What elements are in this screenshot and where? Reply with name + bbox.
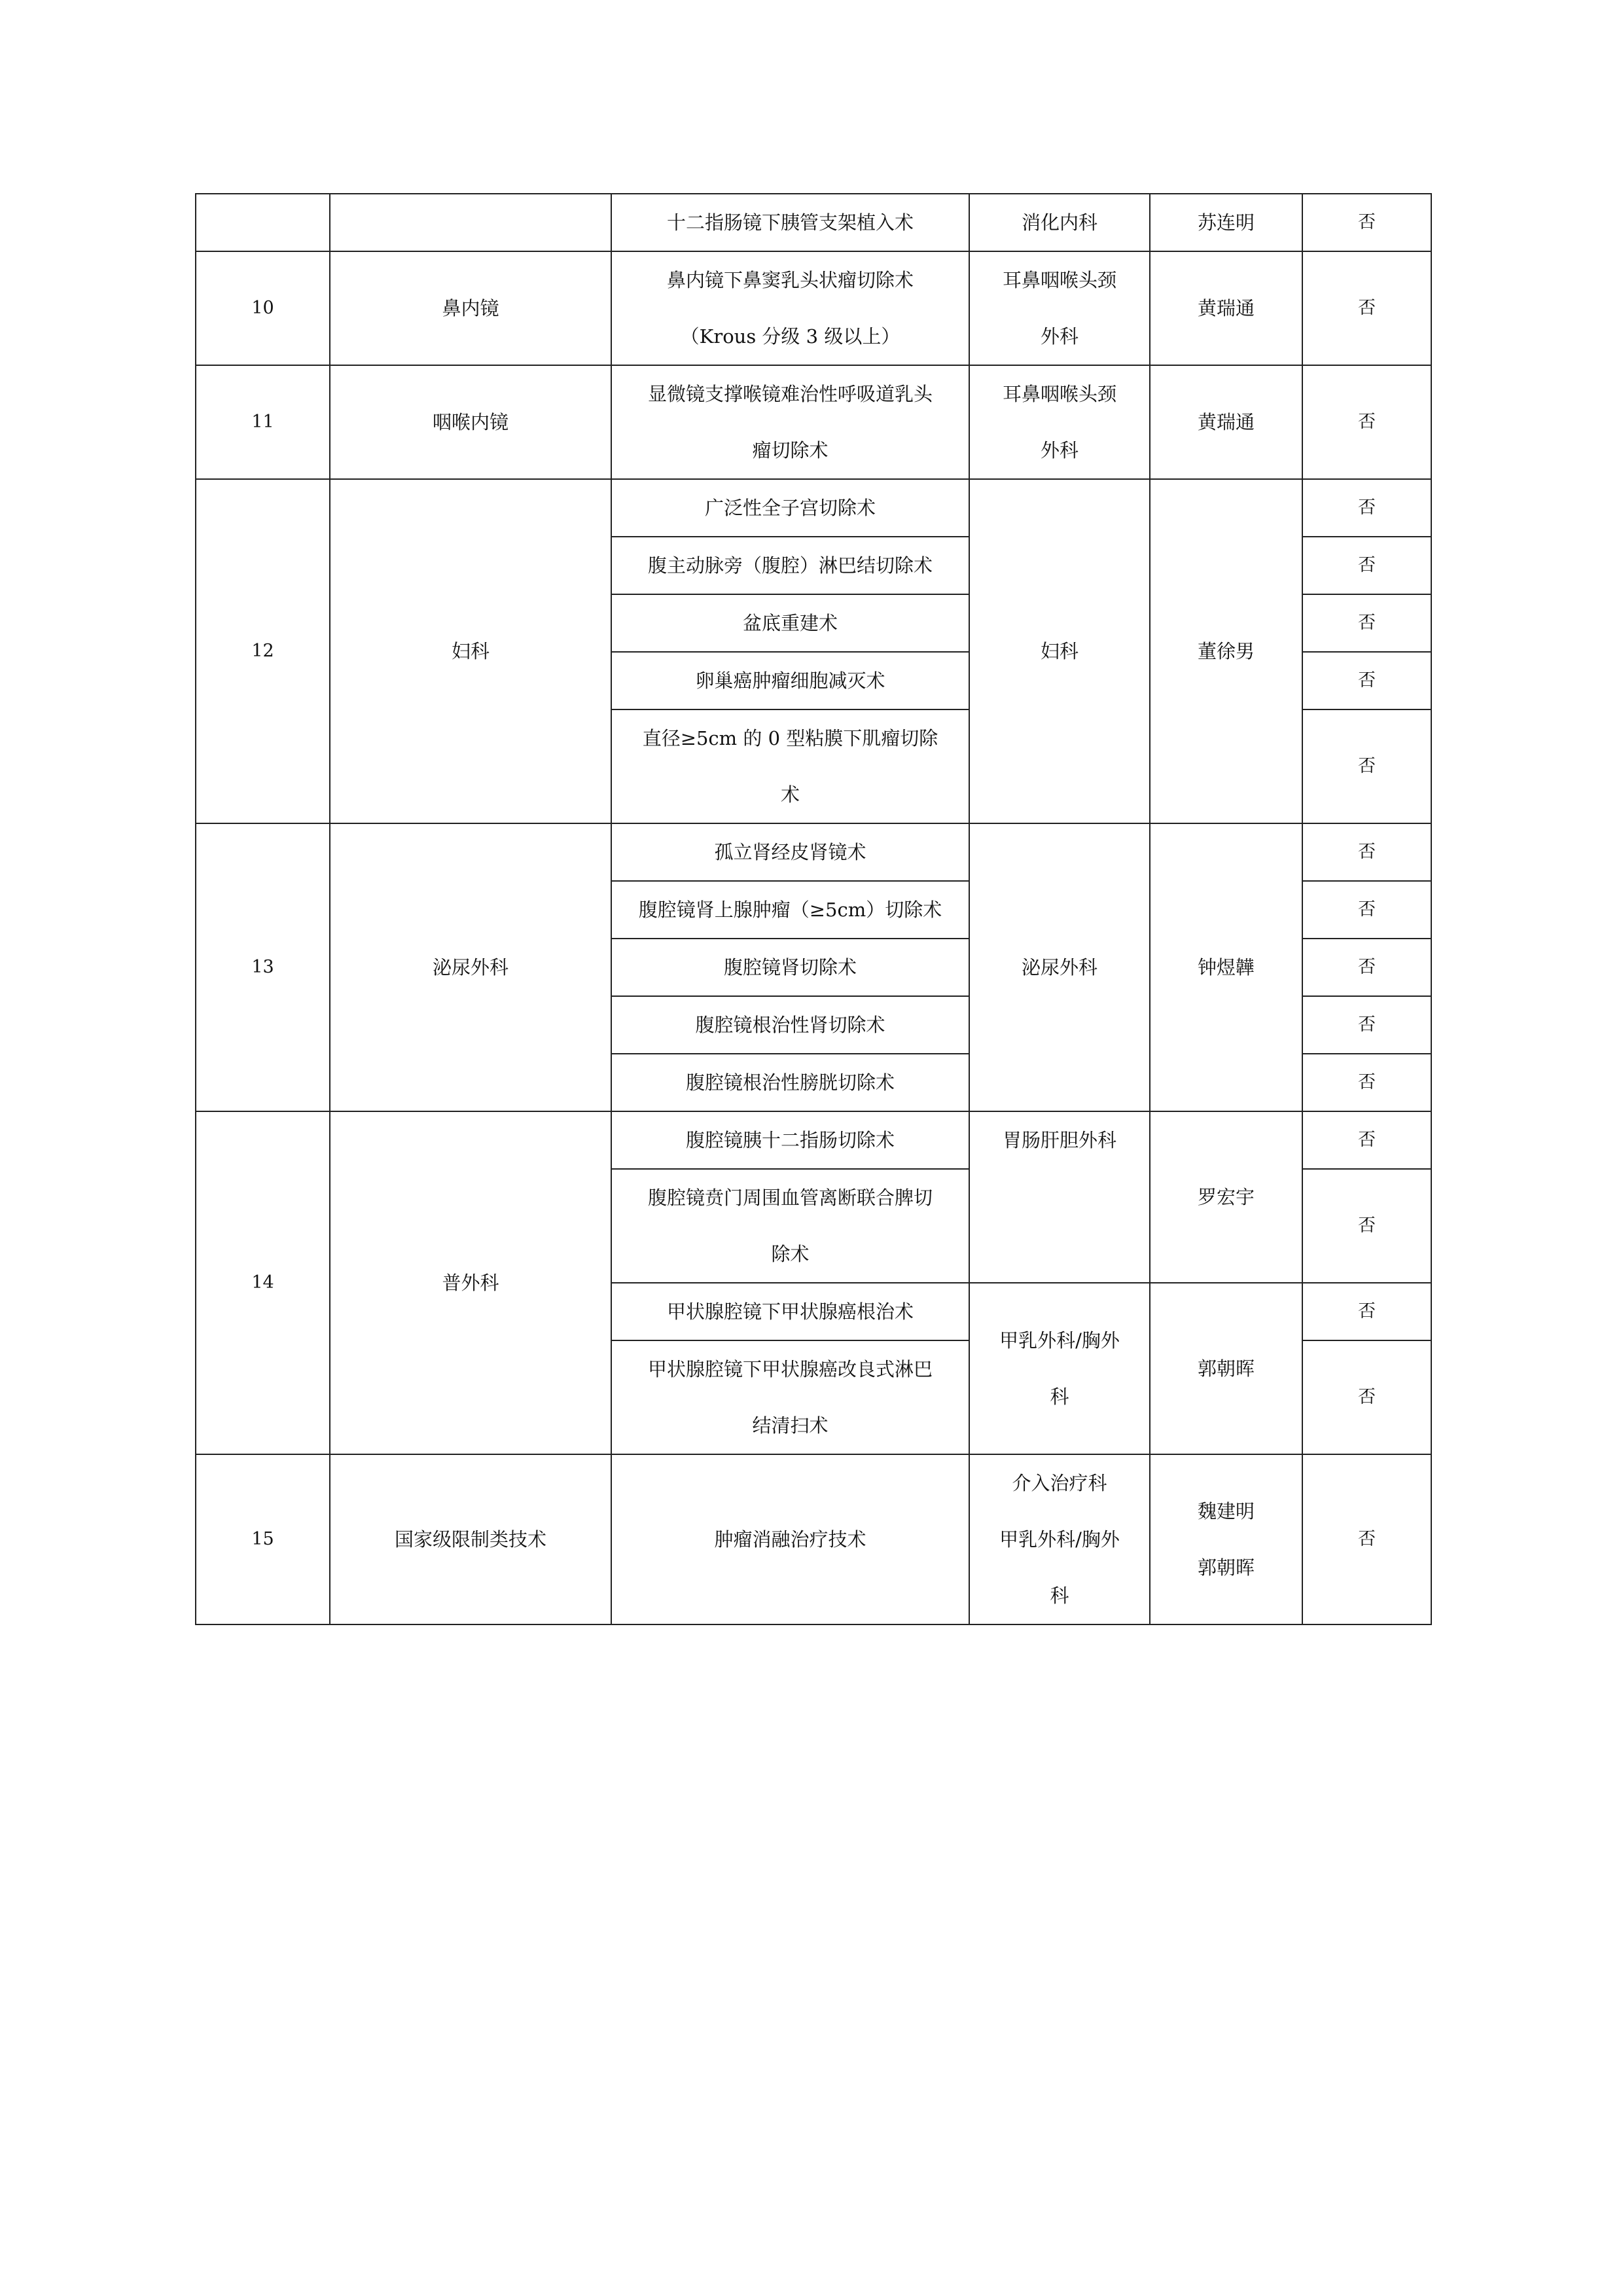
person-cell: 董徐男 <box>1150 479 1302 823</box>
procedure-table <box>195 193 1432 1625</box>
procedure-cell <box>611 1169 969 1283</box>
category-cell <box>330 194 611 251</box>
no-cell: 13 <box>196 823 330 1111</box>
procedure-line: 直径≥5cm 的 0 型粘膜下肌瘤切除 <box>642 727 938 749</box>
flag-cell: 否 <box>1302 594 1431 652</box>
no-cell: 14 <box>196 1111 330 1454</box>
table-row <box>196 365 1431 479</box>
department-line: 外科 <box>1040 325 1079 348</box>
procedure-line: （Krous 分级 3 级以上） <box>680 325 901 348</box>
table-row <box>196 1111 1431 1169</box>
procedure-cell <box>611 251 969 365</box>
procedure-line: 瘤切除术 <box>752 439 829 461</box>
procedure-cell: 甲状腺腔镜下甲状腺癌根治术 <box>611 1283 969 1340</box>
department-cell: 泌尿外科 <box>969 823 1150 1111</box>
person-cell: 郭朝晖 <box>1150 1283 1302 1454</box>
flag-cell: 否 <box>1302 1454 1431 1624</box>
department-cell <box>969 365 1150 479</box>
flag-cell: 否 <box>1302 823 1431 881</box>
procedure-cell: 十二指肠镜下胰管支架植入术 <box>611 194 969 251</box>
flag-cell: 否 <box>1302 881 1431 939</box>
category-cell: 鼻内镜 <box>330 251 611 365</box>
procedure-cell <box>611 709 969 823</box>
department-cell: 胃肠肝胆外科 <box>969 1111 1150 1283</box>
no-cell: 15 <box>196 1454 330 1624</box>
no-cell: 12 <box>196 479 330 823</box>
procedure-cell: 腹腔镜胰十二指肠切除术 <box>611 1111 969 1169</box>
flag-cell: 否 <box>1302 365 1431 479</box>
procedure-cell: 腹腔镜根治性膀胱切除术 <box>611 1054 969 1111</box>
flag-cell: 否 <box>1302 537 1431 594</box>
table-row <box>196 1454 1431 1624</box>
person-cell: 钟煜韡 <box>1150 823 1302 1111</box>
no-cell: 10 <box>196 251 330 365</box>
person-cell: 黄瑞通 <box>1150 251 1302 365</box>
department-line: 耳鼻咽喉头颈 <box>1002 383 1116 405</box>
table-row <box>196 251 1431 365</box>
procedure-line: 除术 <box>771 1243 810 1265</box>
table-row <box>196 194 1431 251</box>
procedure-cell: 广泛性全子宫切除术 <box>611 479 969 537</box>
category-cell: 泌尿外科 <box>330 823 611 1111</box>
procedure-cell: 盆底重建术 <box>611 594 969 652</box>
flag-cell: 否 <box>1302 1111 1431 1169</box>
category-cell: 国家级限制类技术 <box>330 1454 611 1624</box>
person-line: 郭朝晖 <box>1197 1556 1255 1579</box>
flag-cell: 否 <box>1302 996 1431 1054</box>
category-cell: 普外科 <box>330 1111 611 1454</box>
procedure-cell <box>611 1340 969 1454</box>
procedure-line: 结清扫术 <box>752 1414 829 1437</box>
flag-cell: 否 <box>1302 1054 1431 1111</box>
procedure-line: 显微镜支撑喉镜难治性呼吸道乳头 <box>647 383 933 405</box>
department-line: 科 <box>1050 1386 1069 1408</box>
department-cell <box>969 1454 1150 1624</box>
department-cell <box>969 1283 1150 1454</box>
procedure-cell: 卵巢癌肿瘤细胞减灭术 <box>611 652 969 709</box>
flag-cell: 否 <box>1302 709 1431 823</box>
procedure-line: 腹腔镜贲门周围血管离断联合脾切 <box>647 1187 933 1209</box>
procedure-line: 鼻内镜下鼻窦乳头状瘤切除术 <box>666 269 914 291</box>
department-line: 科 <box>1050 1585 1069 1607</box>
table-row <box>196 479 1431 537</box>
department-line: 甲乳外科/胸外 <box>999 1329 1120 1352</box>
procedure-line: 术 <box>780 783 800 806</box>
flag-cell: 否 <box>1302 1340 1431 1454</box>
flag-cell: 否 <box>1302 251 1431 365</box>
no-cell: 11 <box>196 365 330 479</box>
department-cell: 妇科 <box>969 479 1150 823</box>
department-line: 外科 <box>1040 439 1079 461</box>
department-cell: 消化内科 <box>969 194 1150 251</box>
department-line: 甲乳外科/胸外 <box>999 1528 1120 1551</box>
flag-cell: 否 <box>1302 1169 1431 1283</box>
department-cell <box>969 251 1150 365</box>
procedure-cell: 腹腔镜肾上腺肿瘤（≥5cm）切除术 <box>611 881 969 939</box>
person-cell <box>1150 1454 1302 1624</box>
table-row <box>196 823 1431 881</box>
flag-cell: 否 <box>1302 652 1431 709</box>
procedure-cell: 腹腔镜肾切除术 <box>611 939 969 996</box>
person-cell: 苏连明 <box>1150 194 1302 251</box>
procedure-line: 甲状腺腔镜下甲状腺癌改良式淋巴 <box>647 1358 933 1380</box>
procedure-cell <box>611 365 969 479</box>
flag-cell: 否 <box>1302 939 1431 996</box>
procedure-cell: 腹主动脉旁（腹腔）淋巴结切除术 <box>611 537 969 594</box>
flag-cell: 否 <box>1302 194 1431 251</box>
person-cell: 黄瑞通 <box>1150 365 1302 479</box>
category-cell: 咽喉内镜 <box>330 365 611 479</box>
no-cell <box>196 194 330 251</box>
department-line: 耳鼻咽喉头颈 <box>1002 269 1116 291</box>
flag-cell: 否 <box>1302 1283 1431 1340</box>
procedure-cell: 腹腔镜根治性肾切除术 <box>611 996 969 1054</box>
flag-cell: 否 <box>1302 479 1431 537</box>
category-cell: 妇科 <box>330 479 611 823</box>
person-line: 魏建明 <box>1197 1500 1255 1522</box>
person-cell: 罗宏宇 <box>1150 1111 1302 1283</box>
department-line: 介入治疗科 <box>1012 1472 1107 1494</box>
procedure-cell: 孤立肾经皮肾镜术 <box>611 823 969 881</box>
procedure-cell: 肿瘤消融治疗技术 <box>611 1454 969 1624</box>
